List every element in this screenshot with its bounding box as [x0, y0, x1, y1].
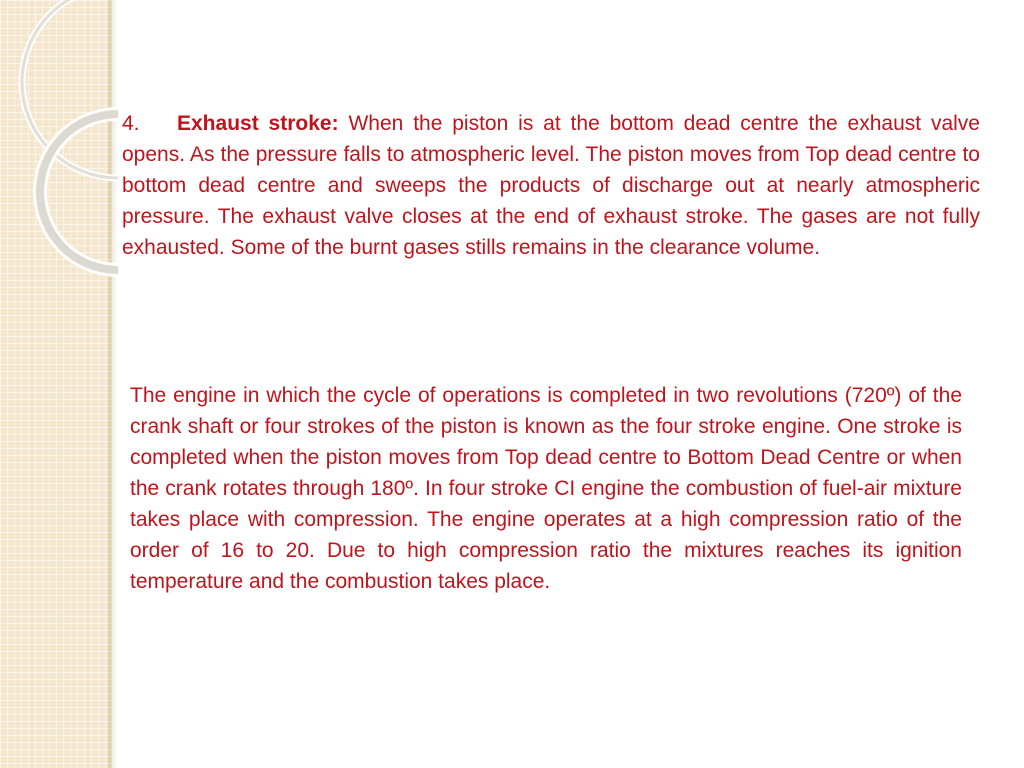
item-body: When the piston is at the bottom dead centre the exhaust valve opens. As the pressure falls to atmospheric level. The piston moves from Top dead centre to bottom dead centre and sweeps the products of discharge out at nearly atmospheric pressure. The exhaust valve closes at the end of exhaust stroke. The gases are not fully exhausted. Some of the burnt gases stills remains in the clearance volume.	[122, 112, 980, 259]
item-title: Exhaust stroke:	[177, 112, 339, 135]
exhaust-stroke-paragraph	[122, 108, 980, 263]
four-stroke-engine-paragraph: The engine in which the cycle of operations is completed in two revolutions (720º) of the crank shaft or four strokes of the piston is known as the four stroke engine. One stroke is completed when the piston moves from Top dead centre to Bottom Dead Centre or when the crank rotates through 180º. In four stroke CI engine the combustion of fuel-air mixture takes place with compression. The engine operates at a high compression ratio of the order of 16 to 20. Due to high compression ratio the mixtures reaches its ignition temperature and the combustion takes place.	[130, 384, 962, 593]
item-number: 4.	[122, 112, 140, 135]
decorative-arcs	[0, 0, 118, 300]
